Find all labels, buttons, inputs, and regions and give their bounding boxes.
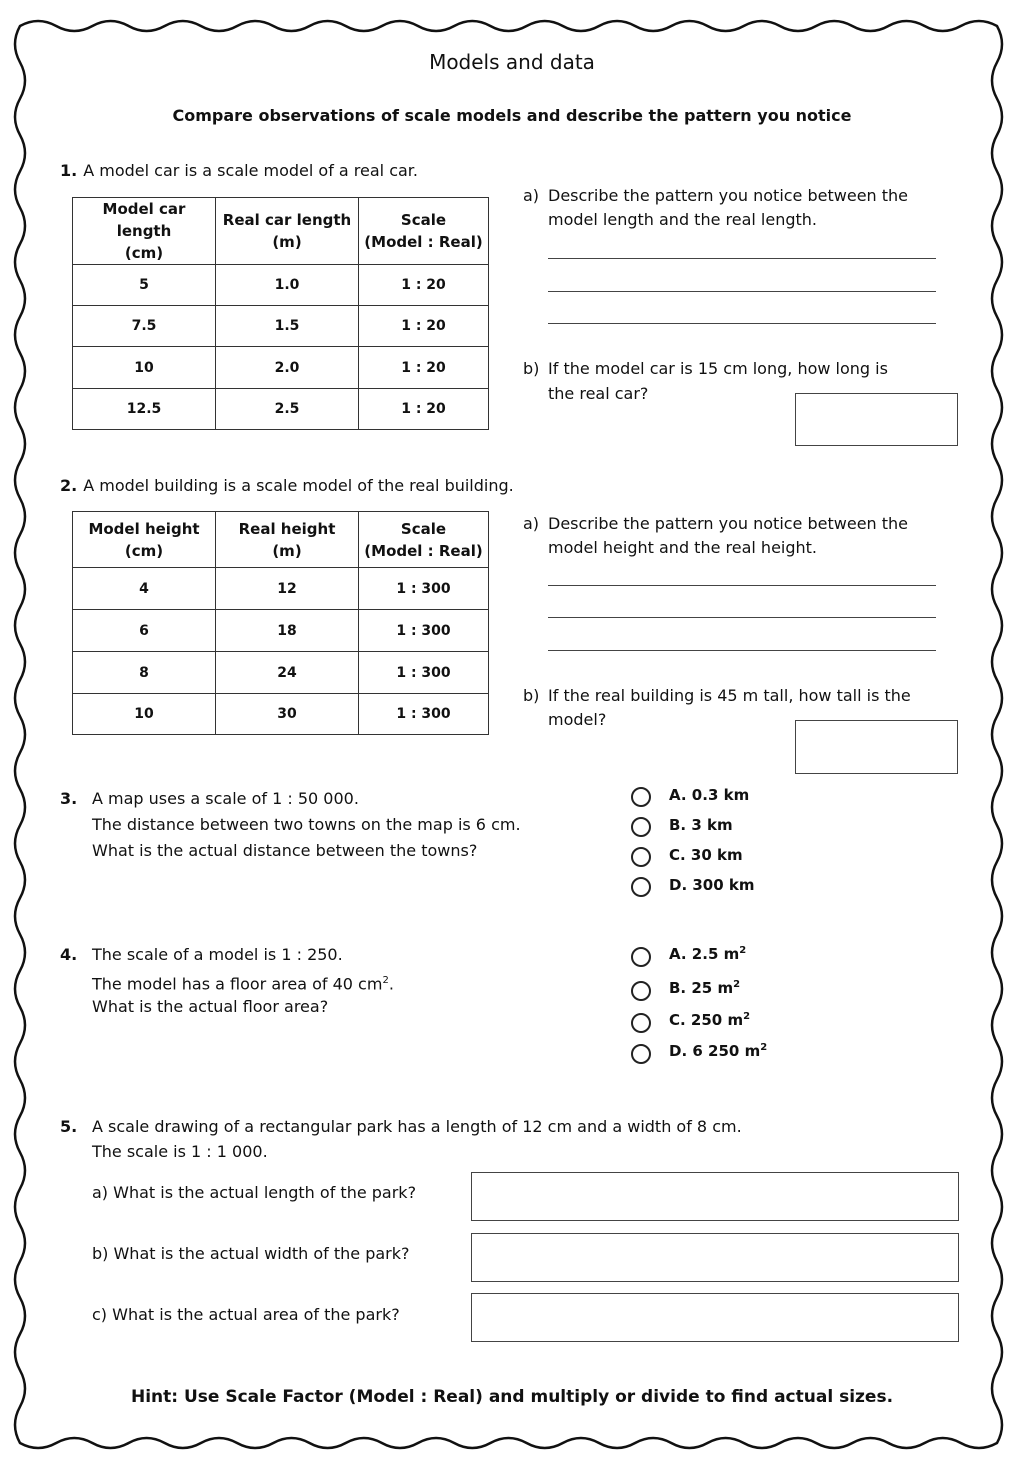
q5-line1: A scale drawing of a rectangular park has a length of 12 cm and a width of 8 cm. xyxy=(92,1117,742,1136)
q4-option-c[interactable]: C. 250 $m^2$ xyxy=(669,1011,751,1029)
q3-option-a[interactable]: A. 0.3 km xyxy=(669,786,750,804)
q3-line1: A map uses a scale of 1 : 50 000. xyxy=(92,789,359,808)
q3-option-c[interactable]: C. 30 km xyxy=(669,846,743,864)
q2-cell: 18 xyxy=(216,610,359,652)
table-row xyxy=(73,347,489,389)
table-row xyxy=(73,652,489,694)
q2-cell: 24 xyxy=(216,652,359,694)
q5-number: 5. xyxy=(60,1117,78,1136)
q3-option-c-radio[interactable] xyxy=(631,847,651,867)
q1-cell: 1 : 20 xyxy=(359,347,489,389)
q3-line3: What is the actual distance between the towns? xyxy=(92,841,478,860)
q4-option-a-radio[interactable] xyxy=(631,947,651,967)
q1-number: 1. xyxy=(60,161,78,180)
q2-cell: 4 xyxy=(73,568,216,610)
q4-option-c-radio[interactable] xyxy=(631,1013,651,1033)
q1a-answer-line[interactable] xyxy=(548,323,936,324)
table-row xyxy=(73,694,489,735)
q4-option-d-radio[interactable] xyxy=(631,1044,651,1064)
q2a-answer-line[interactable] xyxy=(548,650,936,651)
q4-option-d[interactable]: D. 6 250 $m^2$ xyxy=(669,1042,768,1060)
q2b-answer-box[interactable] xyxy=(795,720,958,774)
q5a-answer-box[interactable] xyxy=(471,1172,959,1221)
q2a-text-line2: model height and the real height. xyxy=(548,538,818,557)
table-row xyxy=(73,306,489,347)
q3-option-d-radio[interactable] xyxy=(631,877,651,897)
q2a-answer-line[interactable] xyxy=(548,617,936,618)
q1a-text-line1: Describe the pattern you notice between the xyxy=(548,186,909,205)
q1-cell: 1.5 xyxy=(216,306,359,347)
q2-cell: 30 xyxy=(216,694,359,735)
q2-prompt xyxy=(60,473,514,499)
q2-cell: 1 : 300 xyxy=(359,694,489,735)
q1-cell: 10 xyxy=(73,347,216,389)
q5c-text: c) What is the actual area of the park? xyxy=(92,1305,400,1324)
q3-line2: The distance between two towns on the map is 6 cm. xyxy=(92,815,521,834)
q2-number: 2. xyxy=(60,476,78,495)
q4-option-b[interactable]: B. 25 $m^2$ xyxy=(669,979,741,997)
q4-option-a[interactable]: A. 2.5 $m^2$ xyxy=(669,945,747,963)
table-row xyxy=(73,568,489,610)
q1a-text-line2: model length and the real length. xyxy=(548,210,818,229)
q5-line2: The scale is 1 : 1 000. xyxy=(92,1142,268,1161)
q1-header-col1: Model car length (cm) xyxy=(73,198,216,265)
q1a-answer-line[interactable] xyxy=(548,258,936,259)
q2b-text-line2: model? xyxy=(548,710,607,729)
q1-cell: 2.5 xyxy=(216,389,359,430)
q5b-answer-box[interactable] xyxy=(471,1233,959,1282)
q4-line2: The model has a floor area of 40 $cm^2$. xyxy=(92,974,394,994)
table-row xyxy=(73,389,489,430)
q1a-answer-line[interactable] xyxy=(548,291,936,292)
q1-cell: 1.0 xyxy=(216,265,359,306)
q1-cell: 2.0 xyxy=(216,347,359,389)
q2-cell: 10 xyxy=(73,694,216,735)
table-row xyxy=(73,610,489,652)
q1-cell: 7.5 xyxy=(73,306,216,347)
q3-option-d[interactable]: D. 300 km xyxy=(669,876,755,894)
q1-cell: 1 : 20 xyxy=(359,389,489,430)
q2-cell: 1 : 300 xyxy=(359,610,489,652)
q3-option-a-radio[interactable] xyxy=(631,787,651,807)
q1-cell: 12.5 xyxy=(73,389,216,430)
q1-prompt xyxy=(60,158,418,184)
q2-cell: 6 xyxy=(73,610,216,652)
q2-cell: 1 : 300 xyxy=(359,652,489,694)
q2-cell: 12 xyxy=(216,568,359,610)
q1-cell: 1 : 20 xyxy=(359,265,489,306)
q2-table xyxy=(72,511,489,735)
q1-text: A model car is a scale model of a real car. xyxy=(83,161,418,180)
q2-cell: 8 xyxy=(73,652,216,694)
q2-cell: 1 : 300 xyxy=(359,568,489,610)
q4-number: 4. xyxy=(60,945,78,964)
q5a-text: a) What is the actual length of the park? xyxy=(92,1183,417,1202)
q1-header-col3: Scale (Model : Real) xyxy=(359,198,489,265)
q1b-text-line2: the real car? xyxy=(548,384,649,403)
q1-cell: 5 xyxy=(73,265,216,306)
q1-header-col2: Real car length (m) xyxy=(216,198,359,265)
page-subtitle: Compare observations of scale models and describe the pattern you notice xyxy=(172,106,852,125)
q4-line3: What is the actual floor area? xyxy=(92,997,329,1016)
page-title: Models and data xyxy=(429,50,595,74)
q3-option-b[interactable]: B. 3 km xyxy=(669,816,733,834)
q1b-label: b) xyxy=(523,359,540,378)
q1b-answer-box[interactable] xyxy=(795,393,958,446)
q2a-text-line1: Describe the pattern you notice between the xyxy=(548,514,909,533)
q2a-label: a) xyxy=(523,514,540,533)
q2a-answer-line[interactable] xyxy=(548,585,936,586)
q3-number: 3. xyxy=(60,789,78,808)
table-row xyxy=(73,265,489,306)
q5b-text: b) What is the actual width of the park? xyxy=(92,1244,410,1263)
q4-option-b-radio[interactable] xyxy=(631,981,651,1001)
q2-header-col3: Scale (Model : Real) xyxy=(359,512,489,568)
q2-text: A model building is a scale model of the real building. xyxy=(83,476,514,495)
q2-header-col1: Model height (cm) xyxy=(73,512,216,568)
q2-header-col2: Real height (m) xyxy=(216,512,359,568)
q2b-text-line1: If the real building is 45 m tall, how tall is the xyxy=(548,686,911,705)
q4-line1: The scale of a model is 1 : 250. xyxy=(92,945,343,964)
q3-option-b-radio[interactable] xyxy=(631,817,651,837)
q1-cell: 1 : 20 xyxy=(359,306,489,347)
hint-text: Hint: Use Scale Factor (Model : Real) and multiply or divide to find actual sizes. xyxy=(130,1387,894,1407)
q1-table xyxy=(72,197,489,430)
q5c-answer-box[interactable] xyxy=(471,1293,959,1342)
q2b-label: b) xyxy=(523,686,540,705)
q1a-label: a) xyxy=(523,186,540,205)
q1b-text-line1: If the model car is 15 cm long, how long is xyxy=(548,359,888,378)
